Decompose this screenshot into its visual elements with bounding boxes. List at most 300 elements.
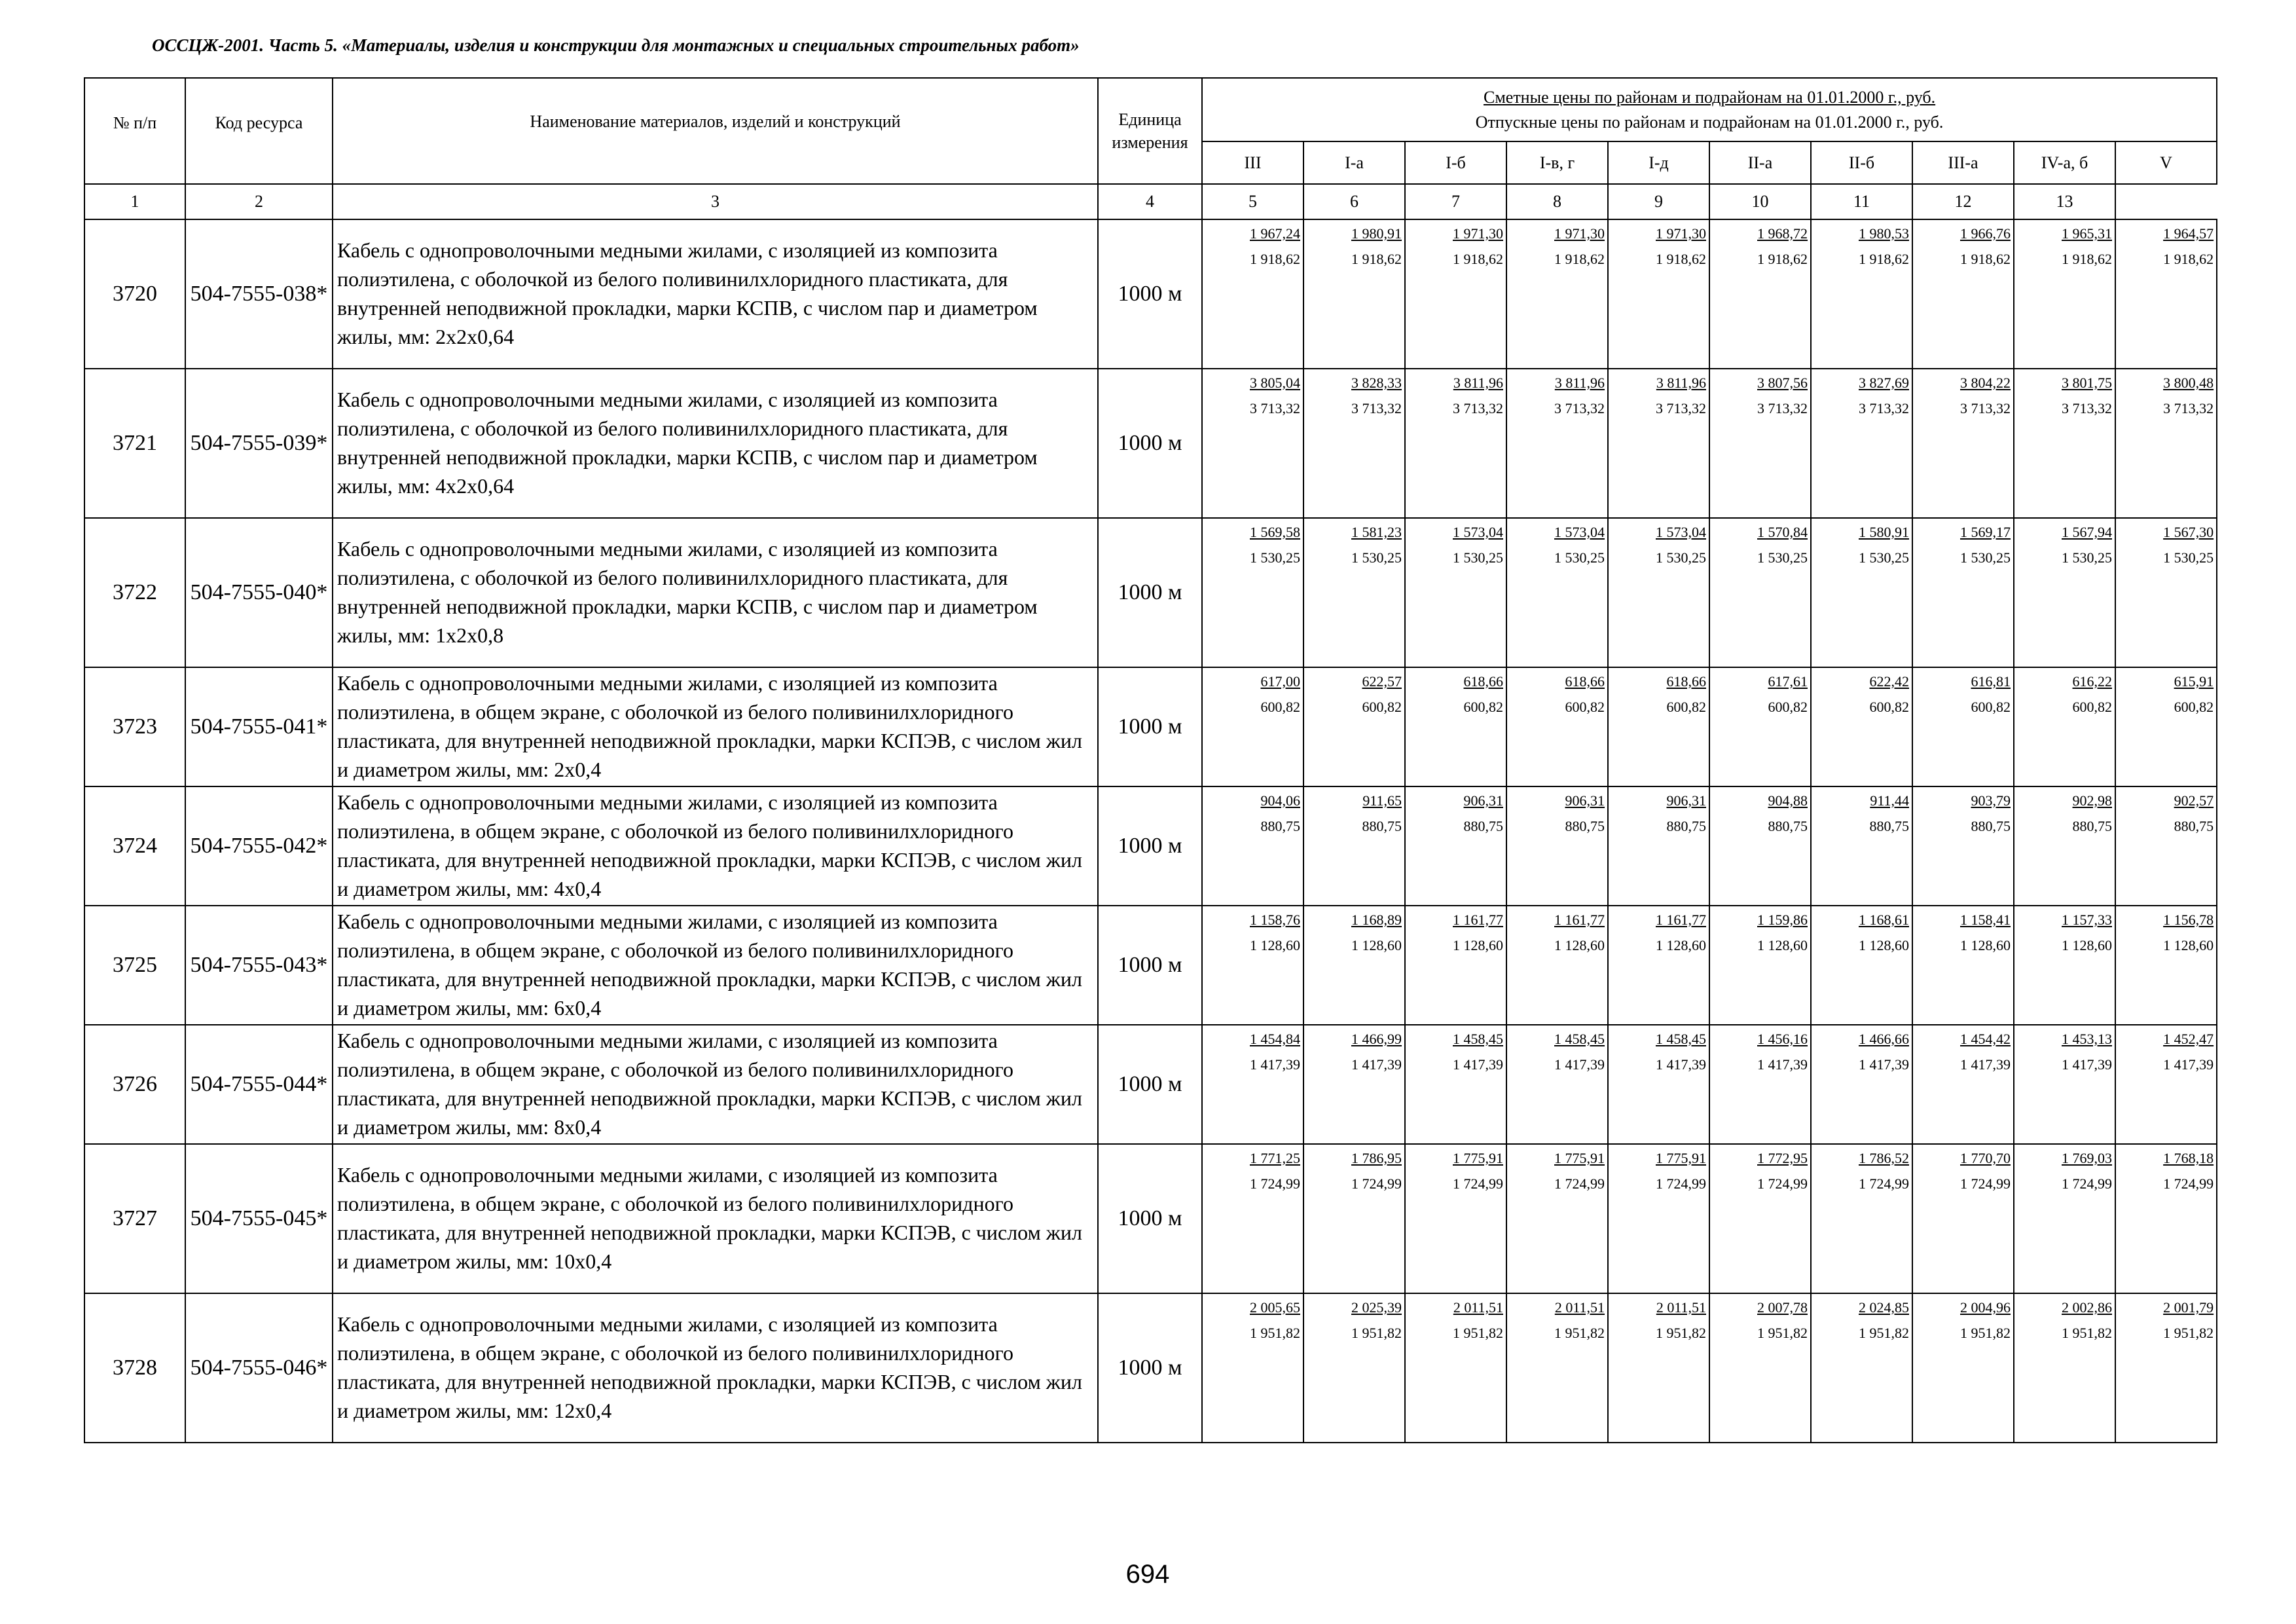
price-cell [1709,1144,1811,1293]
estimate-price: 1 161,77 [1453,912,1503,928]
column-index: 5 [1202,184,1303,219]
release-price: 3 713,32 [2062,399,2112,416]
price-cell [1405,1025,1506,1144]
estimate-price: 2 004,96 [1960,1299,2011,1316]
release-price: 1 417,39 [2163,1056,2214,1073]
release-price: 1 530,25 [1859,549,1909,566]
price-cell [1405,906,1506,1025]
estimate-price: 1 771,25 [1250,1150,1300,1166]
price-cell [1811,219,1912,369]
price-cell [1709,1293,1811,1443]
price-cell [1303,1293,1405,1443]
price-cell [1506,1144,1608,1293]
release-price: 1 951,82 [1250,1324,1300,1341]
release-price: 1 918,62 [1757,250,1808,267]
estimate-price: 904,06 [1260,792,1300,809]
release-price: 1 918,62 [1250,250,1300,267]
release-price: 600,82 [1463,698,1503,715]
price-cell [1506,518,1608,667]
price-cell [1608,1144,1709,1293]
release-price: 880,75 [2072,817,2112,834]
column-index: 12 [1912,184,2014,219]
price-cell [2115,1293,2217,1443]
price-cell [1912,1144,2014,1293]
price-cell [1912,1025,2014,1144]
price-cell [1506,1025,1608,1144]
release-price: 1 918,62 [1453,250,1503,267]
price-cell [1506,369,1608,518]
price-cell [1405,518,1506,667]
estimate-price: 1 964,57 [2163,225,2214,242]
price-cell [2115,667,2217,786]
release-price: 1 724,99 [1453,1175,1503,1192]
row-number: 3723 [84,667,185,786]
estimate-price: 1 569,58 [1250,524,1300,540]
price-cell [1709,219,1811,369]
estimate-price: 618,66 [1463,673,1503,690]
estimate-price: 1 786,95 [1351,1150,1402,1166]
price-cell [1912,518,2014,667]
release-price: 1 128,60 [1960,936,2011,953]
price-cell [2014,1293,2115,1443]
estimate-price: 2 024,85 [1859,1299,1909,1316]
price-cell [1912,369,2014,518]
region-header: I-б [1405,141,1506,184]
estimate-price: 1 786,52 [1859,1150,1909,1166]
measure-unit: 1000 м [1098,219,1202,369]
measure-unit: 1000 м [1098,369,1202,518]
release-price: 600,82 [1768,698,1808,715]
header-code: Код ресурса [185,78,333,184]
price-cell [1608,786,1709,906]
row-number: 3720 [84,219,185,369]
release-price: 3 713,32 [1250,399,1300,416]
column-index: 6 [1303,184,1405,219]
release-price: 3 713,32 [1960,399,2011,416]
table-row [84,1293,2217,1443]
resource-code: 504-7555-045* [185,1144,333,1293]
release-price: 880,75 [1362,817,1402,834]
column-index: 4 [1098,184,1202,219]
price-cell [1811,906,1912,1025]
row-number: 3727 [84,1144,185,1293]
material-name: Кабель с однопроволочными медными жилами, с изоляцией из композита полиэтилена, в общем экране, с оболочкой из белого поливинилхлоридного пластиката, для внутренней неподвижной прокладки, марки КСПЭВ, с числом жил и диаметром жилы, мм: 6х0,4 [333,906,1098,1025]
page-number: 694 [1125,1560,1170,1589]
price-cell [1811,1144,1912,1293]
release-price: 880,75 [1768,817,1808,834]
estimate-price: 1 980,91 [1351,225,1402,242]
price-cell [1303,906,1405,1025]
estimate-price: 1 971,30 [1453,225,1503,242]
price-cell [1202,369,1303,518]
price-cell [1608,1293,1709,1443]
release-price: 1 724,99 [1656,1175,1706,1192]
release-price: 600,82 [1869,698,1909,715]
region-header: I-а [1303,141,1405,184]
price-cell [1506,219,1608,369]
price-cell [1405,369,1506,518]
estimate-price: 3 800,48 [2163,375,2214,391]
price-cell [1202,219,1303,369]
resource-code: 504-7555-039* [185,369,333,518]
resource-code: 504-7555-040* [185,518,333,667]
estimate-price: 3 811,96 [1453,375,1503,391]
estimate-price: 622,42 [1869,673,1909,690]
estimate-price: 615,91 [2174,673,2214,690]
price-cell [1202,786,1303,906]
estimate-price: 902,98 [2072,792,2112,809]
release-price: 1 918,62 [1960,250,2011,267]
price-cell [1608,518,1709,667]
price-cell [1202,906,1303,1025]
estimate-price: 2 025,39 [1351,1299,1402,1316]
release-price: 1 128,60 [1554,936,1605,953]
table-row [84,786,2217,906]
price-cell [1709,518,1811,667]
release-price: 1 724,99 [1960,1175,2011,1192]
material-name: Кабель с однопроволочными медными жилами, с изоляцией из композита полиэтилена, с оболочкой из белого поливинилхлоридного пластиката, для внутренней неподвижной прокладки, марки КСПВ, с числом пар и диаметром жилы, мм: 4х2х0,64 [333,369,1098,518]
estimate-price: 904,88 [1768,792,1808,809]
resource-code: 504-7555-044* [185,1025,333,1144]
release-price: 1 724,99 [1757,1175,1808,1192]
region-header: II-б [1811,141,1912,184]
header-prices [1202,78,2217,141]
release-price: 600,82 [1971,698,2011,715]
estimate-price: 622,57 [1362,673,1402,690]
release-price: 1 128,60 [2062,936,2112,953]
material-name: Кабель с однопроволочными медными жилами, с изоляцией из композита полиэтилена, в общем экране, с оболочкой из белого поливинилхлоридного пластиката, для внутренней неподвижной прокладки, марки КСПЭВ, с числом жил и диаметром жилы, мм: 4х0,4 [333,786,1098,906]
material-name: Кабель с однопроволочными медными жилами, с изоляцией из композита полиэтилена, в общем экране, с оболочкой из белого поливинилхлоридного пластиката, для внутренней неподвижной прокладки, марки КСПЭВ, с числом жил и диаметром жилы, мм: 12х0,4 [333,1293,1098,1443]
row-number: 3725 [84,906,185,1025]
estimate-price: 1 965,31 [2062,225,2112,242]
release-price: 1 530,25 [2062,549,2112,566]
estimate-price: 1 980,53 [1859,225,1909,242]
price-cell [1202,1025,1303,1144]
price-cell [1202,1144,1303,1293]
estimate-price: 2 011,51 [1656,1299,1706,1316]
estimate-price: 1 466,99 [1351,1031,1402,1047]
release-price: 1 951,82 [1859,1324,1909,1341]
region-header: III-а [1912,141,2014,184]
release-price: 1 951,82 [1757,1324,1808,1341]
release-price: 1 530,25 [1656,549,1706,566]
resource-code: 504-7555-043* [185,906,333,1025]
release-price: 1 724,99 [1859,1175,1909,1192]
release-price: 880,75 [1463,817,1503,834]
release-price: 1 918,62 [1656,250,1706,267]
price-cell [1709,1025,1811,1144]
price-cell [2115,219,2217,369]
price-cell [1303,1144,1405,1293]
release-price: 600,82 [1565,698,1605,715]
estimate-price: 1 968,72 [1757,225,1808,242]
price-cell [1912,219,2014,369]
estimate-price: 1 454,84 [1250,1031,1300,1047]
column-index: 1 [84,184,185,219]
column-index: 11 [1811,184,1912,219]
release-price: 1 417,39 [1554,1056,1605,1073]
estimate-price: 1 775,91 [1656,1150,1706,1166]
estimate-price: 1 775,91 [1453,1150,1503,1166]
price-table [84,77,2217,1443]
release-price: 1 530,25 [1250,549,1300,566]
release-price: 3 713,32 [1453,399,1503,416]
release-price: 1 530,25 [2163,549,2214,566]
release-price: 1 918,62 [2062,250,2112,267]
estimate-price: 1 168,89 [1351,912,1402,928]
release-price: 3 713,32 [1351,399,1402,416]
estimate-price: 2 011,51 [1554,1299,1605,1316]
price-cell [2014,786,2115,906]
measure-unit: 1000 м [1098,786,1202,906]
column-index: 2 [185,184,333,219]
release-price: 600,82 [2174,698,2214,715]
row-number: 3724 [84,786,185,906]
price-cell [2014,518,2115,667]
region-header: V [2115,141,2217,184]
release-price: 1 530,25 [1554,549,1605,566]
price-cell [1709,369,1811,518]
release-price: 1 417,39 [1757,1056,1808,1073]
estimate-price: 617,00 [1260,673,1300,690]
region-header: III [1202,141,1303,184]
estimate-price: 618,66 [1666,673,1706,690]
estimate-price: 911,65 [1362,792,1402,809]
price-cell [1811,518,1912,667]
material-name: Кабель с однопроволочными медными жилами, с изоляцией из композита полиэтилена, с оболочкой из белого поливинилхлоридного пластиката, для внутренней неподвижной прокладки, марки КСПВ, с числом пар и диаметром жилы, мм: 2х2х0,64 [333,219,1098,369]
estimate-price: 1 456,16 [1757,1031,1808,1047]
price-cell [1506,1293,1608,1443]
release-price: 1 128,60 [2163,936,2214,953]
release-price: 600,82 [1362,698,1402,715]
estimate-price: 1 971,30 [1656,225,1706,242]
material-name: Кабель с однопроволочными медными жилами, с изоляцией из композита полиэтилена, в общем экране, с оболочкой из белого поливинилхлоридного пластиката, для внутренней неподвижной прокладки, марки КСПЭВ, с числом жил и диаметром жилы, мм: 8х0,4 [333,1025,1098,1144]
release-price: 1 918,62 [1554,250,1605,267]
price-cell [1912,1293,2014,1443]
estimate-price: 1 161,77 [1656,912,1706,928]
estimate-price: 1 769,03 [2062,1150,2112,1166]
table-row [84,906,2217,1025]
price-cell [1506,667,1608,786]
release-price: 880,75 [1565,817,1605,834]
estimate-price: 618,66 [1565,673,1605,690]
estimate-price: 1 573,04 [1554,524,1605,540]
release-price: 600,82 [1666,698,1706,715]
estimate-price: 1 570,84 [1757,524,1808,540]
estimate-price: 1 156,78 [2163,912,2214,928]
price-cell [1811,369,1912,518]
price-cell [1709,667,1811,786]
release-price: 1 724,99 [1250,1175,1300,1192]
release-price: 1 417,39 [2062,1056,2112,1073]
release-price: 1 128,60 [1859,936,1909,953]
estimate-price: 1 157,33 [2062,912,2112,928]
region-header: II-а [1709,141,1811,184]
estimate-price: 3 811,96 [1554,375,1605,391]
price-cell [1506,786,1608,906]
row-number: 3722 [84,518,185,667]
release-price: 1 417,39 [1453,1056,1503,1073]
column-index: 3 [333,184,1098,219]
release-price: 1 724,99 [1554,1175,1605,1192]
release-price: 1 918,62 [2163,250,2214,267]
price-cell [1405,1144,1506,1293]
estimate-price: 1 967,24 [1250,225,1300,242]
header-unit: Единица измерения [1098,78,1202,184]
release-price: 1 128,60 [1250,936,1300,953]
estimate-price: 1 573,04 [1656,524,1706,540]
price-cell [1811,667,1912,786]
release-price: 1 128,60 [1757,936,1808,953]
release-price: 1 724,99 [2163,1175,2214,1192]
measure-unit: 1000 м [1098,1144,1202,1293]
estimate-price: 1 966,76 [1960,225,2011,242]
estimate-price: 1 466,66 [1859,1031,1909,1047]
price-cell [2115,906,2217,1025]
price-cell [1405,219,1506,369]
price-cell [1405,1293,1506,1443]
release-price: 3 713,32 [2163,399,2214,416]
estimate-price: 1 158,76 [1250,912,1300,928]
price-cell [2115,786,2217,906]
estimate-price: 1 458,45 [1554,1031,1605,1047]
estimate-price: 3 807,56 [1757,375,1808,391]
price-cell [1709,786,1811,906]
estimate-price: 616,22 [2072,673,2112,690]
table-row [84,1025,2217,1144]
measure-unit: 1000 м [1098,1293,1202,1443]
estimate-price: 1 458,45 [1453,1031,1503,1047]
estimate-price: 1 573,04 [1453,524,1503,540]
resource-code: 504-7555-042* [185,786,333,906]
release-price: 3 713,32 [1554,399,1605,416]
resource-code: 504-7555-041* [185,667,333,786]
release-price: 1 417,39 [1859,1056,1909,1073]
estimate-price: 1 458,45 [1656,1031,1706,1047]
release-price: 1 724,99 [2062,1175,2112,1192]
estimate-price: 2 007,78 [1757,1299,1808,1316]
table-row [84,518,2217,667]
estimate-price: 903,79 [1971,792,2011,809]
price-cell [1506,906,1608,1025]
price-cell [2115,1025,2217,1144]
price-cell [2115,369,2217,518]
release-price: 1 951,82 [1453,1324,1503,1341]
estimate-price: 1 971,30 [1554,225,1605,242]
material-name: Кабель с однопроволочными медными жилами, с изоляцией из композита полиэтилена, в общем экране, с оболочкой из белого поливинилхлоридного пластиката, для внутренней неподвижной прокладки, марки КСПЭВ, с числом жил и диаметром жилы, мм: 2х0,4 [333,667,1098,786]
material-name: Кабель с однопроволочными медными жилами, с изоляцией из композита полиэтилена, в общем экране, с оболочкой из белого поливинилхлоридного пластиката, для внутренней неподвижной прокладки, марки КСПЭВ, с числом жил и диаметром жилы, мм: 10х0,4 [333,1144,1098,1293]
release-price: 3 713,32 [1656,399,1706,416]
table-row [84,1144,2217,1293]
price-cell [2014,906,2115,1025]
estimate-price: 906,31 [1463,792,1503,809]
price-cell [1202,667,1303,786]
price-cell [1608,369,1709,518]
price-cell [1811,786,1912,906]
estimate-price: 2 001,79 [2163,1299,2214,1316]
release-price: 1 530,25 [1351,549,1402,566]
price-cell [2014,1144,2115,1293]
measure-unit: 1000 м [1098,906,1202,1025]
release-price: 1 128,60 [1351,936,1402,953]
release-price: 3 713,32 [1859,399,1909,416]
header-num: № п/п [84,78,185,184]
release-price: 880,75 [2174,817,2214,834]
price-cell [1405,786,1506,906]
estimate-price: 617,61 [1768,673,1808,690]
price-cell [1202,518,1303,667]
price-cell [2014,1025,2115,1144]
price-cell [1811,1293,1912,1443]
estimate-price: 2 005,65 [1250,1299,1300,1316]
release-price: 600,82 [2072,698,2112,715]
price-cell [2115,1144,2217,1293]
column-index: 7 [1405,184,1506,219]
table-row [84,369,2217,518]
release-price: 880,75 [1666,817,1706,834]
estimate-price: 1 768,18 [2163,1150,2214,1166]
release-price: 1 128,60 [1453,936,1503,953]
price-cell [1303,786,1405,906]
estimate-price: 3 801,75 [2062,375,2112,391]
measure-unit: 1000 м [1098,1025,1202,1144]
release-price: 1 724,99 [1351,1175,1402,1192]
price-cell [1303,518,1405,667]
estimate-price: 1 580,91 [1859,524,1909,540]
release-price: 880,75 [1260,817,1300,834]
release-price: 1 951,82 [1351,1324,1402,1341]
estimate-price: 906,31 [1565,792,1605,809]
price-cell [1303,667,1405,786]
estimate-price: 1 770,70 [1960,1150,2011,1166]
release-price: 1 530,25 [1757,549,1808,566]
release-price: 880,75 [1869,817,1909,834]
estimate-price: 3 827,69 [1859,375,1909,391]
region-header: I-д [1608,141,1709,184]
estimate-price: 3 828,33 [1351,375,1402,391]
release-price: 1 417,39 [1960,1056,2011,1073]
estimate-price: 1 159,86 [1757,912,1808,928]
material-name: Кабель с однопроволочными медными жилами, с изоляцией из композита полиэтилена, с оболочкой из белого поливинилхлоридного пластиката, для внутренней неподвижной прокладки, марки КСПВ, с числом пар и диаметром жилы, мм: 1х2х0,8 [333,518,1098,667]
price-cell [1608,219,1709,369]
release-price: 1 951,82 [1656,1324,1706,1341]
measure-unit: 1000 м [1098,518,1202,667]
estimate-price: 1 581,23 [1351,524,1402,540]
estimate-price: 3 805,04 [1250,375,1300,391]
estimate-price: 902,57 [2174,792,2214,809]
price-cell [2014,667,2115,786]
document-header: ОССЦЖ-2001. Часть 5. «Материалы, изделия и конструкции для монтажных и специальных строительных работ» [152,35,1080,55]
release-price: 1 530,25 [1960,549,2011,566]
release-price: 1 417,39 [1250,1056,1300,1073]
release-price: 1 530,25 [1453,549,1503,566]
estimate-price: 906,31 [1666,792,1706,809]
estimate-price: 1 168,61 [1859,912,1909,928]
release-price: 1 951,82 [1960,1324,2011,1341]
estimate-price: 1 454,42 [1960,1031,2011,1047]
price-cell [1709,906,1811,1025]
estimate-price: 2 011,51 [1453,1299,1503,1316]
estimate-price: 1 567,94 [2062,524,2112,540]
estimate-price: 1 569,17 [1960,524,2011,540]
price-cell [1202,1293,1303,1443]
header-name: Наименование материалов, изделий и конструкций [333,78,1098,184]
release-price: 1 951,82 [2163,1324,2214,1341]
estimate-price: 2 002,86 [2062,1299,2112,1316]
price-cell [1912,667,2014,786]
price-cell [1608,1025,1709,1144]
release-price: 1 951,82 [1554,1324,1605,1341]
